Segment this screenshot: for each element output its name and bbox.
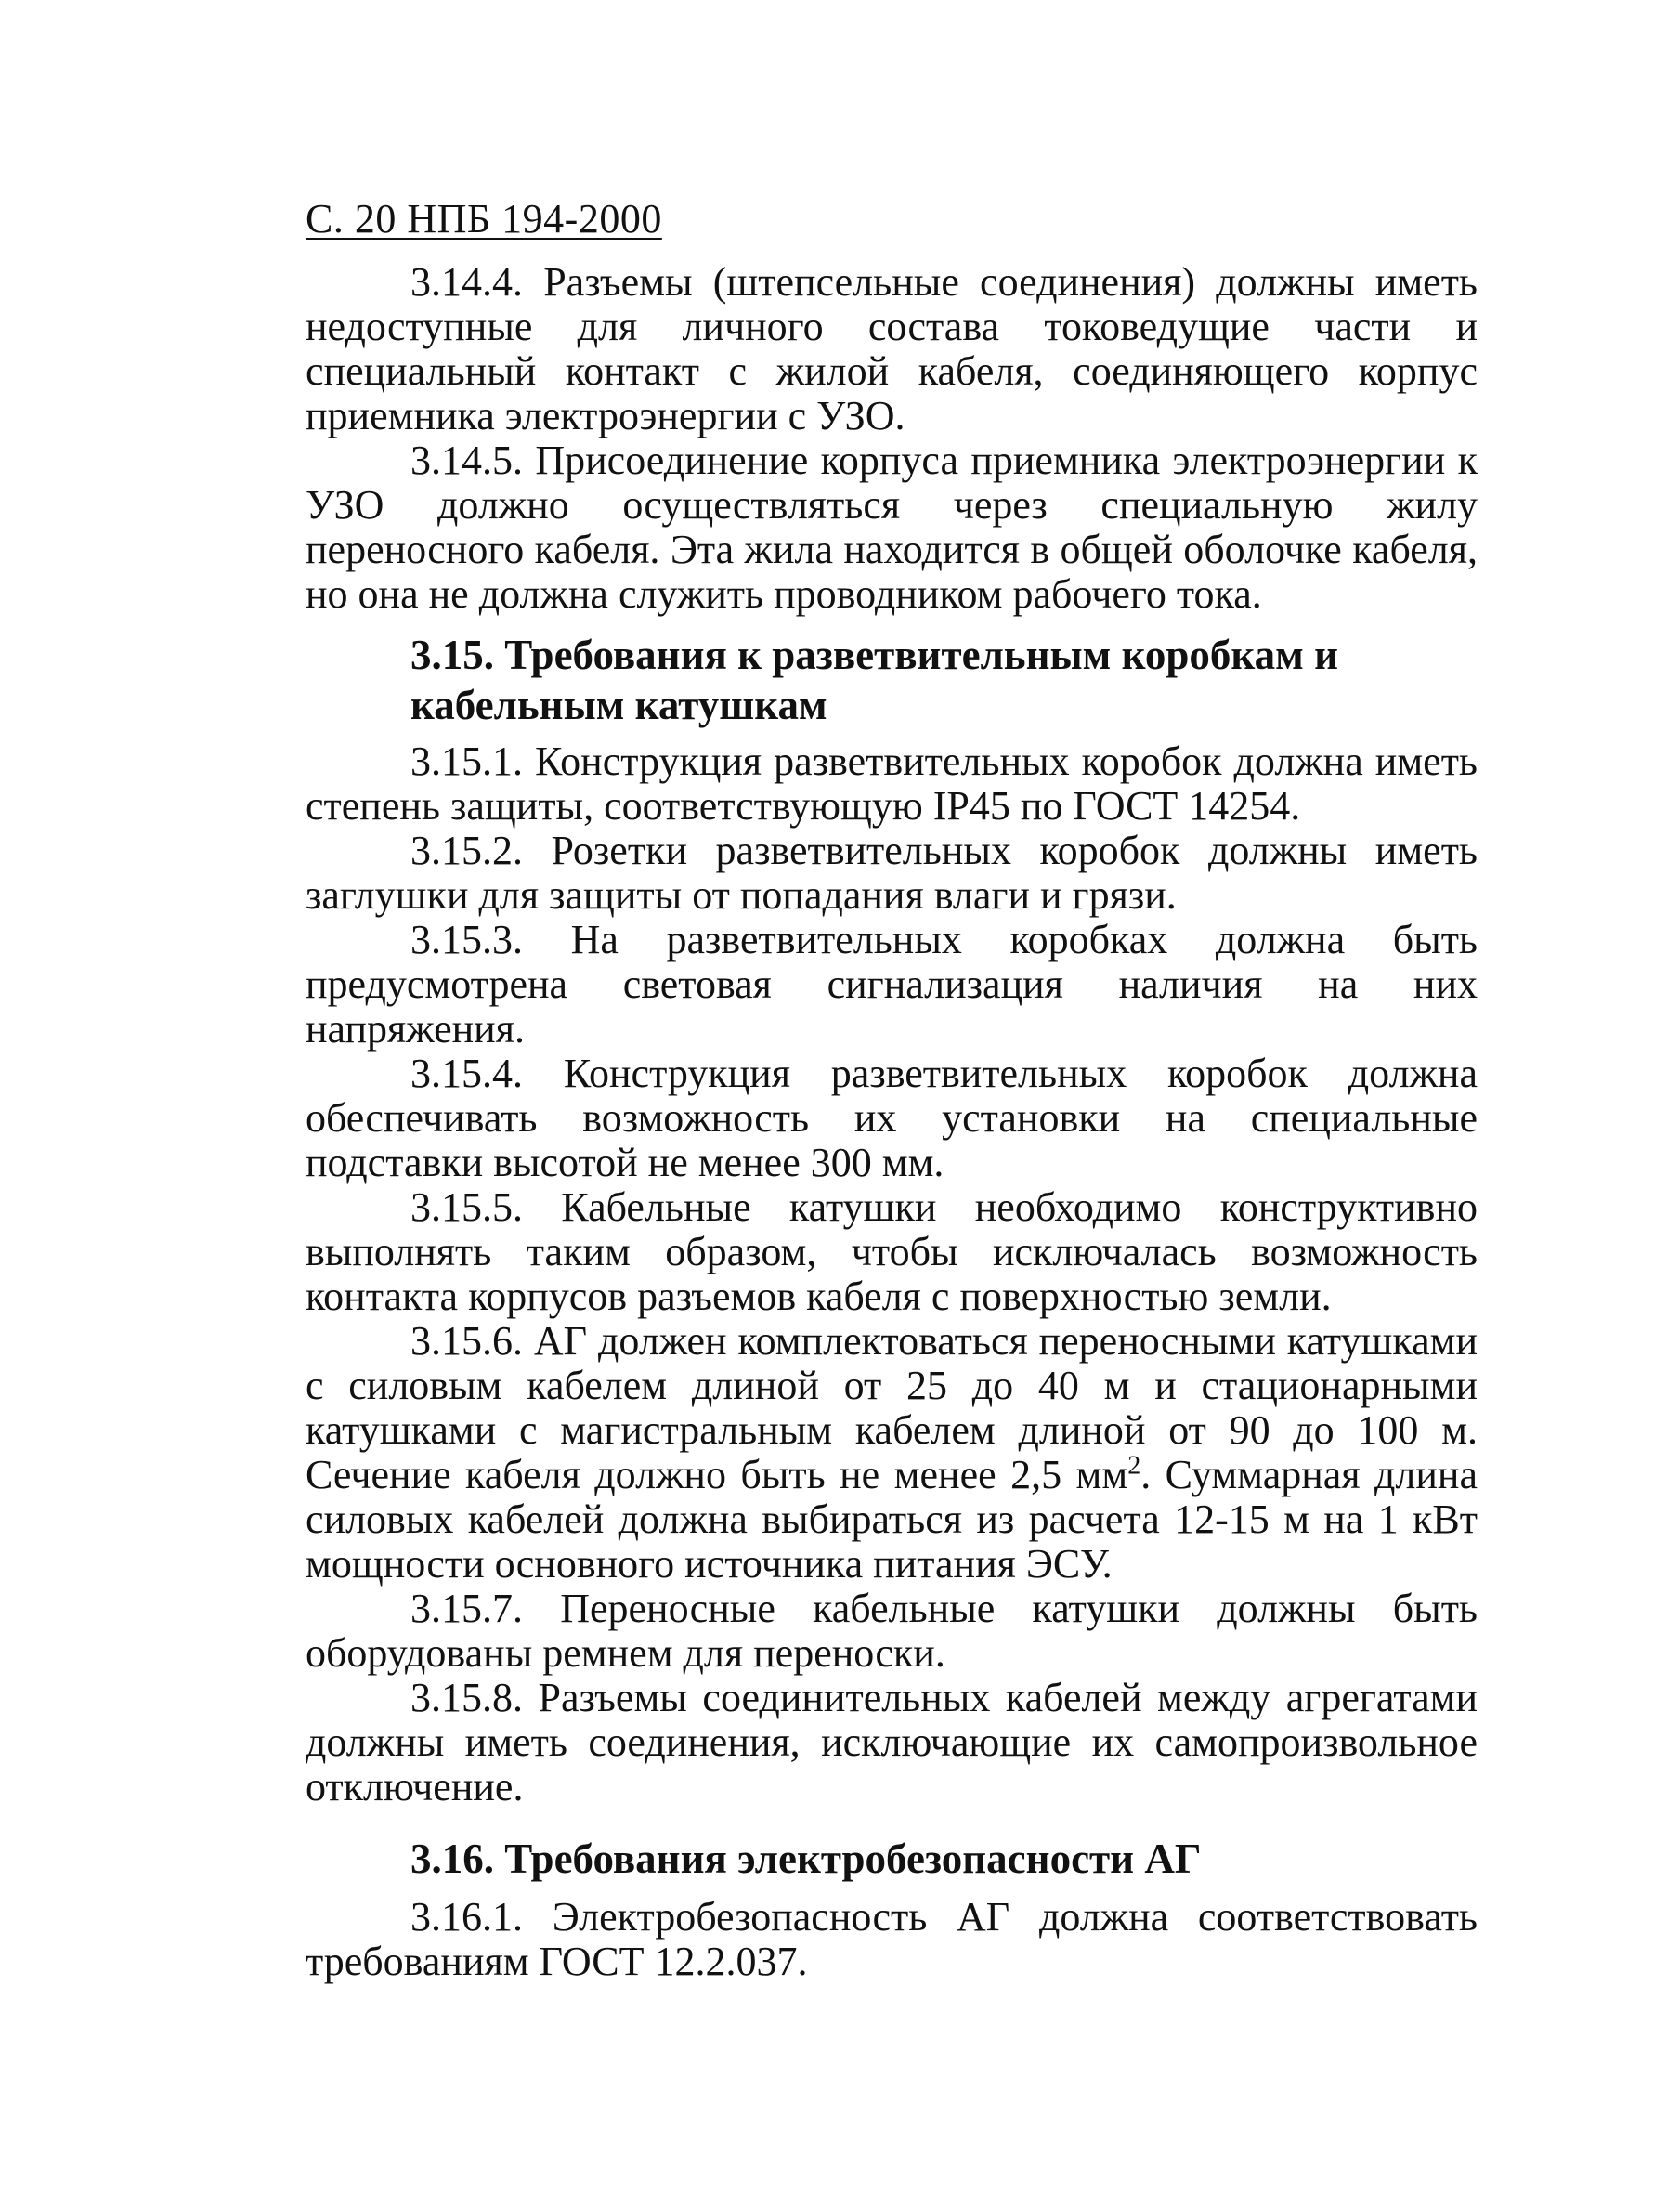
clause-3-16-1: 3.16.1. Электробезопасность АГ должна соответствовать требованиям ГОСТ 12.2.037.: [306, 1894, 1478, 1984]
clause-3-14-5: 3.14.5. Присоединение корпуса приемника электроэнергии к УЗО должно осуществляться через специальную жилу переносного кабеля. Эта жила находится в общей оболочке кабеля, но она не должна служить проводником рабочего тока.: [306, 438, 1478, 617]
clause-3-15-8: 3.15.8. Разъемы соединительных кабелей между агрегатами должны иметь соединения, исключающие их самопроизвольное отключение.: [306, 1675, 1478, 1810]
clause-3-15-2: 3.15.2. Розетки разветвительных коробок должны иметь заглушки для защиты от попадания влаги и грязи.: [306, 828, 1478, 918]
section-heading-3-15: 3.15. Требования к разветвительным коробкам и кабельным катушкам: [410, 632, 1339, 728]
superscript-squared: 2: [1127, 1451, 1141, 1481]
clause-3-14-4: 3.14.4. Разъемы (штепсельные соединения) должны иметь недоступные для личного состава токоведущие части и специальный контакт с жилой кабеля, соединяющего корпус приемника электроэнергии с УЗО.: [306, 259, 1478, 438]
clause-3-15-3: 3.15.3. На разветвительных коробках должна быть предусмотрена световая сигнализация наличия на них напряжения.: [306, 917, 1478, 1052]
clause-3-15-4: 3.15.4. Конструкция разветвительных коробок должна обеспечивать возможность их установки на специальные подставки высотой не менее 300 мм.: [306, 1051, 1478, 1185]
clause-3-15-6: [306, 1319, 1478, 1587]
section-heading-3-16: 3.16. Требования электробезопасности АГ: [410, 1836, 1202, 1882]
page-header: С. 20 НПБ 194-2000: [306, 196, 662, 242]
clause-3-15-6-text-before: 3.15.6. АГ должен комплектоваться переносными катушками с силовым кабелем длиной от 25 до 40 м и стационарными катушками с магистральным кабелем длиной от 90 до 100 м. Сечение кабеля должно быть не менее 2,5 мм: [306, 1318, 1478, 1497]
clause-3-15-1: 3.15.1. Конструкция разветвительных коробок должна иметь степень защиты, соответствующую IP45 по ГОСТ 14254.: [306, 738, 1478, 829]
document-page: [306, 195, 1478, 1984]
clause-3-15-7: 3.15.7. Переносные кабельные катушки должны быть оборудованы ремнем для переноски.: [306, 1586, 1478, 1676]
clause-3-15-6-text-after: . Суммарная длина силовых кабелей должна выбираться из расчета 12-15 м на 1 кВт мощности основного источника питания ЭСУ.: [306, 1452, 1478, 1587]
clause-3-15-5: 3.15.5. Кабельные катушки необходимо конструктивно выполнять таким образом, чтобы исключалась возможность контакта корпусов разъемов кабеля с поверхностью земли.: [306, 1184, 1478, 1319]
